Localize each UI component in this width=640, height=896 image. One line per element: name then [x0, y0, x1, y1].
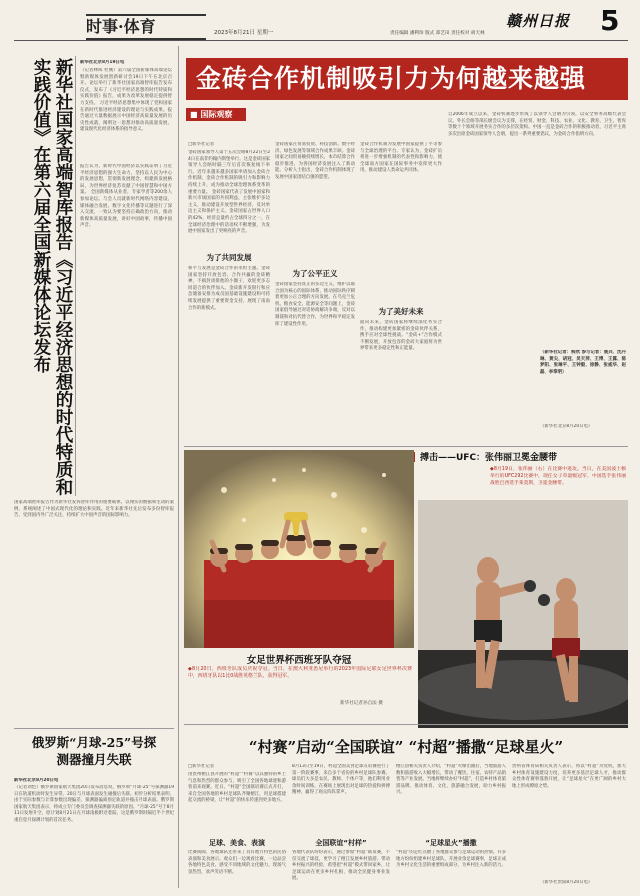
moon-probe-dateline: 新华社北京8月20日电 — [14, 778, 59, 783]
editors-line: 责任编辑 潘利珍 版式 郑艺田 责任校对 胡天林 — [390, 31, 485, 36]
subtitle-label: 国际观察 — [200, 110, 233, 119]
bottom-subheading-1: 足球、美食、表演 — [209, 839, 265, 847]
bottom-col4: 贵州省体育局相关负责人表示，将以“村超”为契机，加大乡村体育设施建设力度，培养更多基层足球人才，推动群众性体育赛事蓬勃开展，让“足球星火”在更广阔的乡村大地上形成燎原之势。 — [512, 764, 626, 789]
bottom-col3b: “村超”的走红点燃了各地群众参与足球运动的热情。许多地方纷纷组建乡村足球队，开展业余足球赛事，足球正成为乡村文化生活的重要组成部分，为乡村注入新的活力。 — [396, 850, 506, 869]
left-body-2: 全国新媒体从业者，专家学者等200余人参加论坛。与会人员就新时代网络内容建设、媒体融合发展、数字文化传播等议题进行了深入交流，一致认为要坚持正确政治方向，推动新媒体高质量发展，讲好中国故事，传播中国声音。 — [80, 190, 172, 229]
bottom-col1b: 比赛间隙，各地球队还带来了具有地方特色的民俗表演和美食展示。观众们一边观看比赛，一边品尝各地特色美食，感受不同地域的文化魅力，现场气氛热烈，欢声笑语不断。 — [188, 850, 286, 875]
feature-intro: 金砖国家领导人第十五次会晤8月22日至24日在南非约翰内斯堡举行。这是金砖国家领导人会晤时隔三年后首次恢复线下举行。近年来越来越多国家申请加入金砖合作机制，金砖合作机制的吸引力和影响力持续上升，成为推动全球治理体系变革的重要力量。 — [188, 150, 270, 195]
photo-worldcup — [184, 450, 414, 648]
byline-1-text: 新华社记者 — [192, 142, 215, 147]
left-lead-1: （记者林晖 杜刚）第六届全国新媒体高端论坛暨新媒体发展创新研讨会19日下午在北京召开。论坛举行了新华社国家高端智库报告发布仪式，发布了《习近平经济思想的时代特质和实践价值》报告，成果为改革发展稳定提供智力支持。 — [80, 68, 172, 106]
left-bottom-paragraph: 国家高端智库报告作为新华社发挥智库作用的重要载体，以翔实的数据和生动的案例，系统阐述了中国式现代化的理论和实践。近年来新华社先后发布多份智库报告，受到国内外广泛关注，持续扩大中国声音的国际影响力。 — [14, 500, 174, 519]
right-column-dateline: （新华社北京8月20日电） — [540, 424, 593, 429]
bottom-byline: □新华社记者 — [188, 764, 215, 769]
photo-worldcup-title: 女足世界杯西班牙队夺冠 — [246, 655, 352, 666]
page-number: 5 — [600, 4, 620, 37]
moon-probe-paragraph: （记者刘恺）俄罗斯国家航天集团20日发布消息说，俄罗斯“月球-25”号探测器19日在轨道机动时发生异常，20日与月球表面发生碰撞后失联。初步分析结果表明，由于实际参数与计算参数出现偏差，探测器偏离预定轨道并撞击月球表面。俄罗斯国家航天集团表示，将成立专门委员会调查探测器失联的原因。“月球-25”号于8月11日发射升空，原计划8月21日在月球南极附近着陆，这是俄罗斯时隔近半个世纪重启登月探测计划的首次任务。 — [14, 785, 174, 823]
photo-ufc-title-block — [420, 450, 626, 463]
left-body-paragraph — [80, 164, 172, 492]
moon-probe-headline: 俄罗斯“月球-25”号探测器撞月失联 — [31, 735, 157, 767]
byline-1: □新华社记者 — [188, 142, 215, 147]
bottom-col2b: 各地代表队纷纷表示，通过参加“村超”联谊赛，不仅交流了球技，更学习了榕江发展乡村旅游、带动乡村振兴的经验，希望把“村超”模式带回家乡，让足球运动在更多乡村扎根，推动全民健身事业发展。 — [292, 850, 390, 882]
village-football-headline: “村赛”启动“全国联谊” “村超”播撒“足球星火” — [248, 738, 564, 756]
header-rule — [14, 40, 628, 41]
left-bottom-rule — [14, 728, 174, 729]
bottom-col2: 8月13日至19日，村超全国美食足球友谊赛进行了第一阶段赛事，来自多个省份的乡村足球队参赛。球员们大多是农民、教师、个体户等，他们利用业余时间训练，在赛场上展现出对足球的热爱和拼搏精神，赢得了观众阵阵掌声。 — [292, 764, 390, 796]
photo-ufc — [418, 500, 628, 728]
left-dateline: 新华社北京8月19日电 — [80, 60, 125, 65]
bottom-col3: 榕江县相关负责人介绍，“村超”火爆出圈后，当地旅游人数和旅游收入大幅增长，带动了餐饮、住宿、农特产品销售等产业发展。当地将继续办好“村超”，打造乡村体育旅游品牌，推动体育、文化、旅游融合发展，助力乡村振兴。 — [396, 764, 506, 796]
photo-worldcup-caption: ◆8月20日，西班牙队成员庆祝夺冠。当日，在澳大利亚悉尼举行的2023年国际足联女足世界杯决赛中，西班牙队以1比0战胜英格兰队，获得冠军。 — [188, 666, 412, 679]
bottom-subheading-3: “足球星火”播撒 — [425, 839, 477, 847]
photo-worldcup-drawing — [184, 450, 414, 648]
photo-ufc-title: 搏击——UFC：张伟丽卫冕金腰带 — [420, 453, 558, 463]
main-column-rule — [178, 46, 179, 888]
left-lead-2: 习近平经济思想集中体现了党和国家在新时代推进经济建设的理论与实践成果。报告通过大量数据展示中国经济高质量发展的历史性成就，阐明这一思想对推动高质量发展、建设现代化经济体系的指导意义。 — [80, 100, 172, 133]
bottom-subheading-2: 全国联谊“村样” — [315, 839, 367, 847]
subtitle-text: ■ 国际观察 — [190, 110, 233, 119]
bottom-byline-text: 新华社记者 — [192, 764, 215, 769]
subheading-fairness-justice: 为了公平正义 — [292, 269, 338, 278]
main-article-title: 金砖合作机制吸引力为何越来越强 — [196, 64, 587, 93]
feature-bottom-rule — [184, 446, 628, 447]
left-body-1: 报告认为，新时代中国经济以实践证明了习近平经济思想的强大生命力，坚持以人民为中心的发展思想，贯彻新发展理念，构建新发展格局，为世界经济复苏贡献了中国智慧和中国方案。 — [80, 164, 172, 196]
left-lead-paragraph — [80, 68, 172, 162]
feature-col2: 金砖国家在贸易投资、科技创新、数字经济、绿色发展等领域合作成果丰硕。金砖国家之间贸易额持续增长，本币结算合作稳步推进，为各国经济发展注入了新动能。分析人士指出，金砖合作机制体现了发展中国家团结自强的愿望。 — [275, 142, 355, 180]
right-column-credit: （新华社记者：柳欣 参与记者：姚兵、沈丹琳、黄尖、胡冠、吴天萍、王博、王露、陈梦阳、张琳平、王钟毅、徐静、张威华、赵磊、李奉明） — [540, 350, 626, 375]
brand-logo: 赣州日报 — [506, 12, 571, 30]
subheading-better-future: 为了美好未来 — [378, 307, 424, 316]
subheading-common-development: 为了共同发展 — [188, 252, 270, 264]
feature-col3-para2: 面向未来，金砖国家将继续深化务实合作，推动构建更加紧密的金砖伙伴关系，携手应对全球性挑战。“金砖+”合作模式不断发展，开放包容的金砖大家庭将为世界带来更多稳定性和正能量。 — [360, 320, 442, 352]
photo-worldcup-caption-text: 8月20日，西班牙队成员庆祝夺冠。当日，在澳大利亚悉尼举行的2023年国际足联女足世界杯决赛中，西班牙队以1比0战胜英格兰队，获得冠军。 — [188, 666, 412, 679]
left-vertical-rule — [75, 56, 76, 496]
feature-col1-para: 金砖国家代表了发展中国家和新兴市场国家的共同利益，主张维护多边主义，推动建设开放型世界经济，反对单边主义和保护主义。金砖国家占世界人口的42%，经济总量约占全球四分之一，在全球经济治理中的话语权不断增强，为发展中国家发出了更响亮的声音。 — [188, 189, 270, 235]
section-title: 时事·体育 — [86, 14, 206, 40]
photo-ufc-caption-text: 8月19日，张伟丽（右）在比赛中进攻。当日，在美国波士顿举行的UFC292比赛中，现任女子草量级冠军、中国选手张伟丽战胜巴西选手莱莫斯，卫冕金腰带。 — [490, 467, 626, 486]
photo-ufc-caption: ◆8月19日，张伟丽（右）在比赛中进攻。当日，在美国波士顿举行的UFC292比赛中，现任女子草量级冠军、中国选手张伟丽战胜巴西选手莱莫斯，卫冕金腰带。 — [490, 467, 626, 486]
left-article-headline: 新华社国家高端智库报告《习近平经济思想的时代特质和实践价值》在第六届全国新媒体论坛发布 — [31, 58, 73, 496]
middle-rule — [184, 724, 628, 725]
header-date: 2023年8月21日 星期一 — [214, 30, 274, 36]
feature-col1-para2: 和平与发展是金砖合作的永恒主题。金砖国家坚持开放包容、合作共赢的金砖精神，不搞封闭排他的小圈子，欢迎更多志同道合的伙伴加入。金砖新开发银行和应急储备安排为成员国基础设施建设和可持续发展提供了重要资金支持，展现了南南合作的新模式。 — [188, 266, 270, 311]
photo-worldcup-credit: 新华社记者孙自法 摄 — [340, 701, 383, 706]
feature-col3: 金砖合作机制为发展中国家提供了平等参与全球治理的平台。专家认为，金砖扩员将进一步增强机制的代表性和影响力，使全球南方国家在国际事务中发挥更大作用，推动建设人类命运共同体。 — [360, 142, 442, 174]
photo-ufc-drawing — [418, 500, 628, 728]
feature-col2-para2: 金砖国家坚持真正的多边主义，维护以联合国为核心的国际体系，推动国际秩序朝着更加公正合理的方向发展。在乌克兰危机、粮食安全、能源安全等问题上，金砖国家倡导通过对话协商解决争端，反对以制裁和对抗代替合作，为世界和平稳定发挥了建设性作用。 — [275, 282, 355, 327]
bottom-col1: 由贵州榕江县开展的“村超”“村赛”以其独特的乡土气息和热烈的群众参与，吸引了全国各地球迷和游客前来观赛。近日，“村超”全国联谊赛正式开打，来自全国各地的乡村足球队齐聚榕江，用足球搭建起交流的桥梁，让“村超”的快乐传递到更多地方。 — [188, 772, 286, 804]
right-column-text: 自2006年成立以来，金砖机制逐步形成了以领导人会晤为引领，以安全事务高级代表会议、外长会晤等部长级会议为支撑，在经贸、财金、科技、农业、文化、教育、卫生、智库等数十个领域开展务实合作的多层次架构。中国一直是金砖合作的积极推动者，习近平主席多次出席金砖国家领导人会晤，提出一系列重要倡议，为金砖合作指明方向。 — [448, 112, 626, 137]
bottom-end-dateline: （新华社贵阳8月20日电） — [540, 880, 593, 885]
